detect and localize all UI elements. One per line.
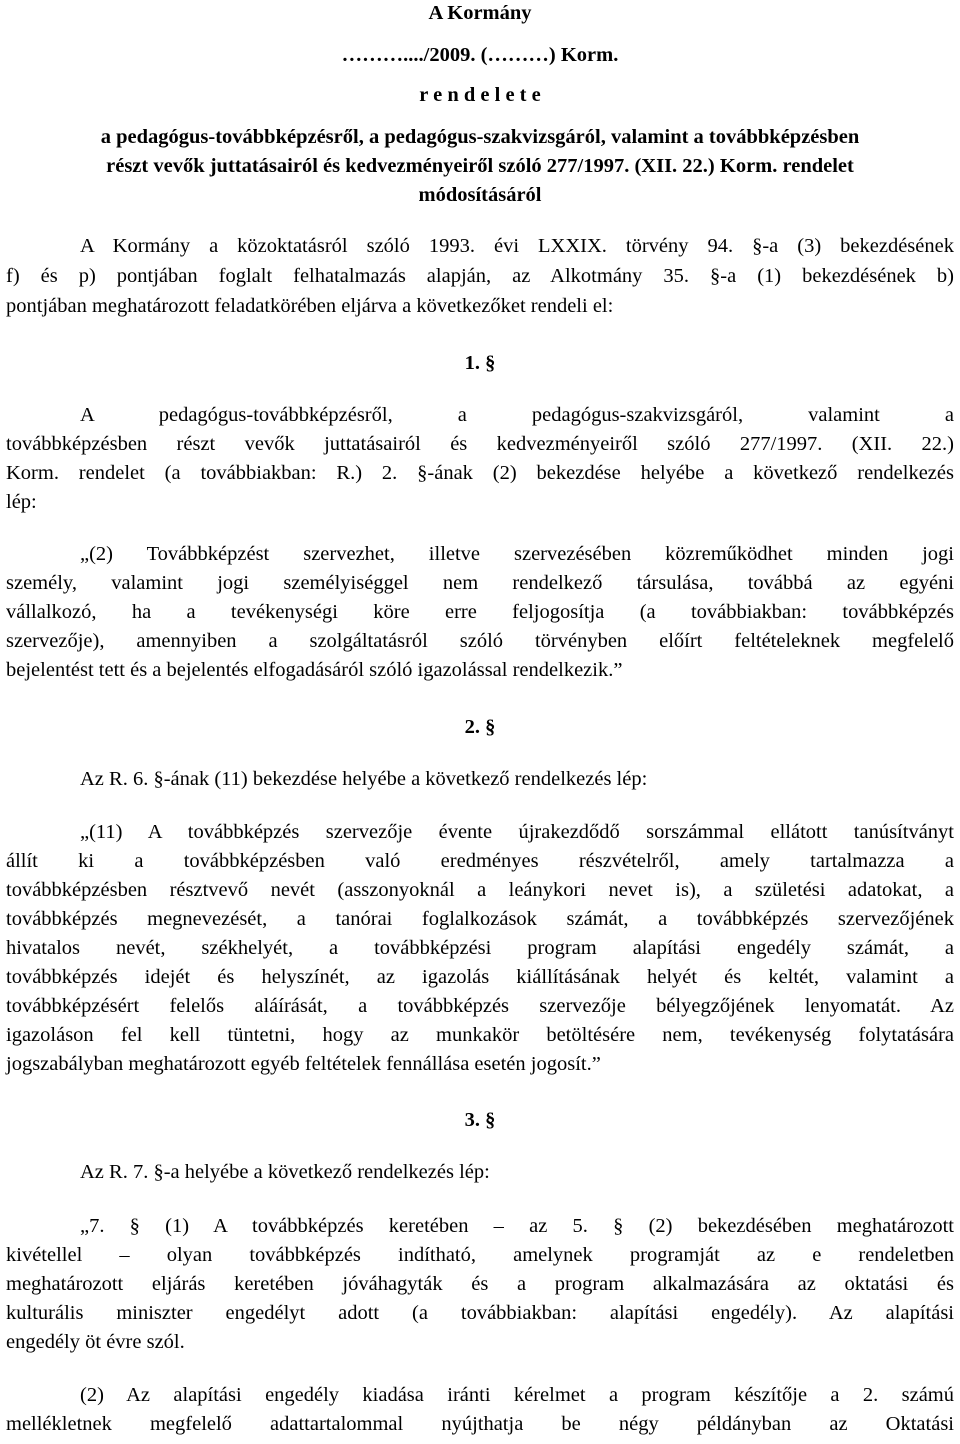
section-1-quote-line: vállalkozó, ha a tevékenységi köre erre feljogosítja (a továbbiakban: továbbképzés <box>6 601 954 623</box>
section-2-quote-line: továbbképzés idejét és helyszínét, az igazolás kiállításának helyét és keltét, valamint a <box>6 966 954 988</box>
preamble-line: A Kormány a közoktatásról szóló 1993. évi LXXIX. törvény 94. §-a (3) bekezdésének <box>80 235 954 257</box>
section-2-quote-line: jogszabályban meghatározott egyéb feltételek fennállása esetén jogosít.” <box>6 1053 601 1075</box>
document-type: r e n d e l e t e <box>419 84 541 106</box>
section-3-quote2-line: (2) Az alapítási engedély kiadása iránti kérelmet a program készítője a 2. számú <box>80 1384 954 1406</box>
preamble-line: pontjában meghatározott feladatkörében eljárva a következőket rendeli el: <box>6 295 614 317</box>
section-heading-3: 3. § <box>464 1109 496 1131</box>
section-3-quote-line: engedély öt évre szól. <box>6 1331 185 1353</box>
section-1-quote-line: szervezője), amennyiben a szolgáltatásról szóló törvényben előírt feltételeknek megfelelő <box>6 630 954 652</box>
section-heading-2: 2. § <box>464 716 496 738</box>
section-2-quote-line: továbbképzés megnevezését, a tanórai foglalkozások számát, a továbbképzés szervezőjének <box>6 908 954 930</box>
title-line: részt vevők juttatásairól és kedvezményeiről szóló 277/1997. (XII. 22.) Korm. rendelet <box>106 155 854 177</box>
section-3-quote2-line: mellékletnek megfelelő adattartalommal nyújthatja be négy példányban az Oktatási <box>6 1413 954 1435</box>
section-3-quote-line: meghatározott eljárás keretében jóváhagyták és a program alkalmazására az oktatási és <box>6 1273 954 1295</box>
title-line: a pedagógus-továbbképzésről, a pedagógus-szakvizsgáról, valamint a továbbképzésben <box>100 126 860 148</box>
section-2-intro-line: Az R. 6. §-ának (11) bekezdése helyébe a következő rendelkezés lép: <box>80 768 648 790</box>
issuer: A Kormány <box>428 2 532 24</box>
section-3-quote-line: kulturális miniszter engedélyt adott (a továbbiakban: alapítási engedély). Az alapítási <box>6 1302 954 1324</box>
section-2-quote-line: továbbképzésért felelős aláírását, a továbbképzés szervezője bélyegzőjének lenyomatát. Az <box>6 995 954 1017</box>
section-2-quote-line: továbbképzésben résztvevő nevét (asszonyoknál a leánykori nevet is), a születési adatokat, a <box>6 879 954 901</box>
section-1-intro-line: lép: <box>6 491 37 513</box>
section-2-quote-line: igazoláson fel kell tüntetni, hogy az munkakör betöltésére nem, tevékenység folytatására <box>6 1024 954 1046</box>
section-2-quote-line: állít ki a továbbképzésben való eredményes részvételről, amely tartalmazza a <box>6 850 954 872</box>
section-1-intro-line: A pedagógus-továbbképzésről, a pedagógus-szakvizsgáról, valamint a <box>80 404 954 426</box>
section-3-intro-line: Az R. 7. §-a helyébe a következő rendelkezés lép: <box>80 1161 490 1183</box>
section-2-quote-line: „(11) A továbbképzés szervezője évente újrakezdődő sorszámmal ellátott tanúsítványt <box>80 821 954 843</box>
section-3-quote-line: kivétellel – olyan továbbképzés indítható, amelynek programját az e rendeletben <box>6 1244 954 1266</box>
section-1-intro-line: Korm. rendelet (a továbbiakban: R.) 2. §-ának (2) bekezdése helyébe a következő rendelkezés <box>6 462 954 484</box>
section-heading-1: 1. § <box>464 352 496 374</box>
section-1-intro-line: továbbképzésben részt vevők juttatásairól és kedvezményeiről szóló 277/1997. (XII. 22.) <box>6 433 954 455</box>
preamble-line: f) és p) pontjában foglalt felhatalmazás alapján, az Alkotmány 35. §-a (1) bekezdésének b) <box>6 265 954 287</box>
section-3-quote-line: „7. § (1) A továbbképzés keretében – az 5. § (2) bekezdésében meghatározott <box>80 1215 954 1237</box>
section-1-quote-line: személy, valamint jogi személyiséggel nem rendelkező társulása, továbbá az egyéni <box>6 572 954 594</box>
title-line: módosításáról <box>418 184 542 206</box>
decree-number: ………..../2009. (………) Korm. <box>341 44 619 66</box>
section-2-quote-line: hivatalos nevét, székhelyét, a továbbképzési program alapítási engedély számát, a <box>6 937 954 959</box>
section-1-quote-line: „(2) Továbbképzést szervezhet, illetve szervezésében közreműködhet minden jogi <box>80 543 954 565</box>
section-1-quote-line: bejelentést tett és a bejelentés elfogadásáról szóló igazolással rendelkezik.” <box>6 659 623 681</box>
